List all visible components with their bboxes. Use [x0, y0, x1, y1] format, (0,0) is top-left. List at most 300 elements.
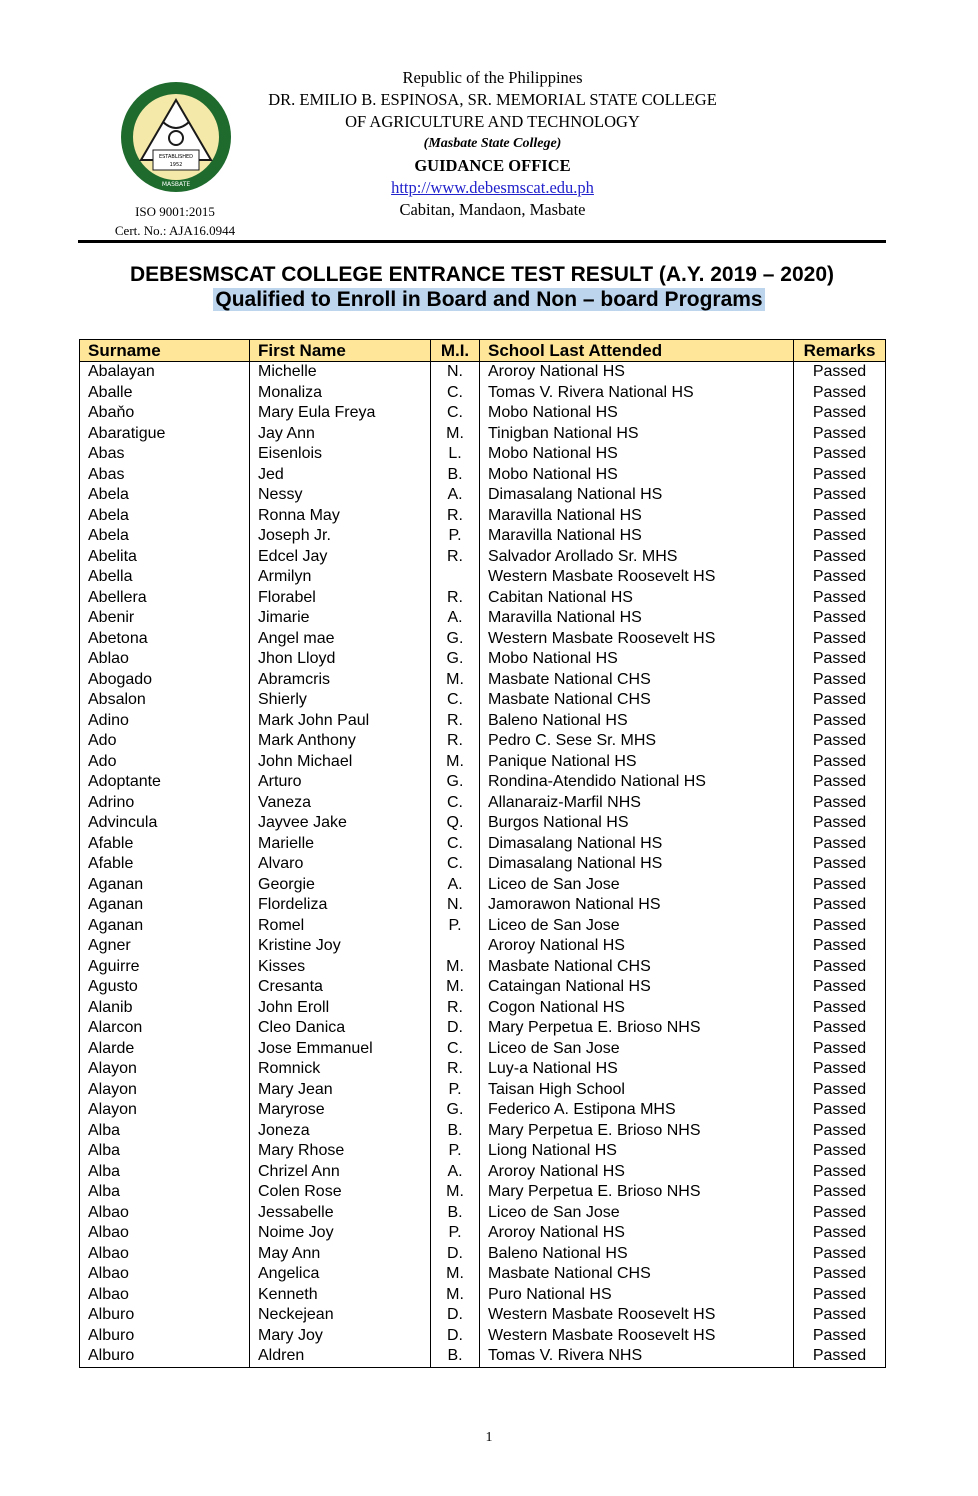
first-name-cell: Armilyn: [250, 567, 431, 588]
first-name-cell: Jayvee Jake: [250, 813, 431, 834]
school-cell: Cataingan National HS: [480, 977, 794, 998]
remarks-cell: Passed: [794, 424, 886, 445]
middle-initial-cell: C.: [431, 383, 480, 404]
seal-place-text: MASBATE: [161, 181, 191, 188]
surname-cell: Albao: [80, 1285, 250, 1306]
college-name-line1: DR. EMILIO B. ESPINOSA, SR. MEMORIAL STATE COLLEGE: [268, 90, 717, 109]
remarks-cell: Passed: [794, 1182, 886, 1203]
remarks-cell: Passed: [794, 670, 886, 691]
remarks-cell: Passed: [794, 1285, 886, 1306]
first-name-cell: Marielle: [250, 834, 431, 855]
school-cell: Liceo de San Jose: [480, 1203, 794, 1224]
school-cell: Dimasalang National HS: [480, 854, 794, 875]
table-row: [80, 752, 886, 773]
middle-initial-cell: C.: [431, 854, 480, 875]
middle-initial-cell: D.: [431, 1326, 480, 1347]
header-divider: [78, 240, 886, 243]
seal-established-text: ESTABLISHED: [158, 154, 194, 160]
middle-initial-cell: M.: [431, 424, 480, 445]
table-row: [80, 670, 886, 691]
middle-initial-cell: P.: [431, 1141, 480, 1162]
surname-cell: Abalayan: [80, 362, 250, 383]
middle-initial-cell: M.: [431, 957, 480, 978]
first-name-cell: Noime Joy: [250, 1223, 431, 1244]
first-name-cell: Kenneth: [250, 1285, 431, 1306]
remarks-cell: Passed: [794, 1080, 886, 1101]
school-cell: Dimasalang National HS: [480, 834, 794, 855]
seal-year-text: 1952: [169, 162, 183, 168]
first-name-cell: Ronna May: [250, 506, 431, 527]
middle-initial-cell: N.: [431, 895, 480, 916]
first-name-cell: Romnick: [250, 1059, 431, 1080]
page-number: 1: [485, 1430, 493, 1445]
table-row: [80, 649, 886, 670]
first-name-cell: Kristine Joy: [250, 936, 431, 957]
middle-initial-cell: M.: [431, 977, 480, 998]
middle-initial-cell: M.: [431, 1264, 480, 1285]
school-cell: Maravilla National HS: [480, 506, 794, 527]
middle-initial-cell: D.: [431, 1244, 480, 1265]
remarks-cell: Passed: [794, 731, 886, 752]
first-name-cell: Arturo: [250, 772, 431, 793]
surname-cell: Abas: [80, 444, 250, 465]
remarks-cell: Passed: [794, 1141, 886, 1162]
table-row: [80, 1346, 886, 1367]
table-row: [80, 916, 886, 937]
surname-cell: Abela: [80, 506, 250, 527]
surname-cell: Albao: [80, 1223, 250, 1244]
school-cell: Mary Perpetua E. Brioso NHS: [480, 1121, 794, 1142]
school-cell: Mobo National HS: [480, 444, 794, 465]
remarks-cell: Passed: [794, 916, 886, 937]
country-line: Republic of the Philippines: [402, 68, 583, 87]
first-name-cell: Georgie: [250, 875, 431, 896]
header-surname: Surname: [80, 340, 250, 362]
table-row: [80, 1326, 886, 1347]
school-cell: Western Masbate Roosevelt HS: [480, 629, 794, 650]
office-name: GUIDANCE OFFICE: [414, 156, 571, 175]
surname-cell: Abela: [80, 526, 250, 547]
first-name-cell: Colen Rose: [250, 1182, 431, 1203]
header-middle-initial: M.I.: [431, 340, 480, 362]
first-name-cell: Aldren: [250, 1346, 431, 1367]
first-name-cell: Nessy: [250, 485, 431, 506]
school-cell: Tinigban National HS: [480, 424, 794, 445]
surname-cell: Alburo: [80, 1346, 250, 1367]
table-row: [80, 957, 886, 978]
first-name-cell: Jay Ann: [250, 424, 431, 445]
letterhead: [235, 67, 750, 221]
middle-initial-cell: C.: [431, 793, 480, 814]
remarks-cell: Passed: [794, 1039, 886, 1060]
middle-initial-cell: D.: [431, 1018, 480, 1039]
table-row: [80, 1018, 886, 1039]
middle-initial-cell: A.: [431, 875, 480, 896]
first-name-cell: Chrizel Ann: [250, 1162, 431, 1183]
table-row: [80, 465, 886, 486]
middle-initial-cell: A.: [431, 1162, 480, 1183]
table-row: [80, 1244, 886, 1265]
school-cell: Maravilla National HS: [480, 608, 794, 629]
remarks-cell: Passed: [794, 1305, 886, 1326]
middle-initial-cell: B.: [431, 465, 480, 486]
middle-initial-cell: P.: [431, 526, 480, 547]
middle-initial-cell: [431, 567, 480, 588]
table-row: [80, 547, 886, 568]
table-row: [80, 506, 886, 527]
first-name-cell: Monaliza: [250, 383, 431, 404]
first-name-cell: May Ann: [250, 1244, 431, 1265]
middle-initial-cell: G.: [431, 629, 480, 650]
surname-cell: Ablao: [80, 649, 250, 670]
middle-initial-cell: C.: [431, 834, 480, 855]
surname-cell: Alba: [80, 1141, 250, 1162]
first-name-cell: Jose Emmanuel: [250, 1039, 431, 1060]
middle-initial-cell: R.: [431, 588, 480, 609]
surname-cell: Alba: [80, 1182, 250, 1203]
surname-cell: Aganan: [80, 875, 250, 896]
table-row: [80, 1162, 886, 1183]
remarks-cell: Passed: [794, 977, 886, 998]
table-row: [80, 834, 886, 855]
remarks-cell: Passed: [794, 1162, 886, 1183]
first-name-cell: Kisses: [250, 957, 431, 978]
remarks-cell: Passed: [794, 895, 886, 916]
surname-cell: Aballe: [80, 383, 250, 404]
remarks-cell: Passed: [794, 485, 886, 506]
remarks-cell: Passed: [794, 1018, 886, 1039]
middle-initial-cell: G.: [431, 649, 480, 670]
surname-cell: Albao: [80, 1264, 250, 1285]
school-cell: Jamorawon National HS: [480, 895, 794, 916]
middle-initial-cell: R.: [431, 547, 480, 568]
table-row: [80, 362, 886, 383]
first-name-cell: Angelica: [250, 1264, 431, 1285]
table-header-row: [80, 340, 886, 362]
table-row: [80, 567, 886, 588]
school-cell: Mobo National HS: [480, 465, 794, 486]
school-cell: Mary Perpetua E. Brioso NHS: [480, 1182, 794, 1203]
remarks-cell: Passed: [794, 813, 886, 834]
surname-cell: Agusto: [80, 977, 250, 998]
school-cell: Aroroy National HS: [480, 362, 794, 383]
school-cell: Aroroy National HS: [480, 1223, 794, 1244]
school-cell: Aroroy National HS: [480, 936, 794, 957]
first-name-cell: Joseph Jr.: [250, 526, 431, 547]
middle-initial-cell: [431, 936, 480, 957]
first-name-cell: Mark John Paul: [250, 711, 431, 732]
first-name-cell: Jhon Lloyd: [250, 649, 431, 670]
school-cell: Liong National HS: [480, 1141, 794, 1162]
first-name-cell: Mary Jean: [250, 1080, 431, 1101]
table-row: [80, 1121, 886, 1142]
middle-initial-cell: R.: [431, 506, 480, 527]
school-cell: Allanaraiz-Marfil NHS: [480, 793, 794, 814]
table-row: [80, 690, 886, 711]
first-name-cell: Jimarie: [250, 608, 431, 629]
middle-initial-cell: L.: [431, 444, 480, 465]
remarks-cell: Passed: [794, 711, 886, 732]
table-row: [80, 1203, 886, 1224]
middle-initial-cell: M.: [431, 1182, 480, 1203]
table-row: [80, 854, 886, 875]
remarks-cell: Passed: [794, 444, 886, 465]
table-row: [80, 1141, 886, 1162]
first-name-cell: Eisenlois: [250, 444, 431, 465]
surname-cell: Albao: [80, 1203, 250, 1224]
school-cell: Puro National HS: [480, 1285, 794, 1306]
surname-cell: Adrino: [80, 793, 250, 814]
middle-initial-cell: R.: [431, 731, 480, 752]
remarks-cell: Passed: [794, 465, 886, 486]
first-name-cell: Abramcris: [250, 670, 431, 691]
remarks-cell: Passed: [794, 1203, 886, 1224]
middle-initial-cell: A.: [431, 608, 480, 629]
remarks-cell: Passed: [794, 936, 886, 957]
first-name-cell: Mary Eula Freya: [250, 403, 431, 424]
middle-initial-cell: R.: [431, 1059, 480, 1080]
remarks-cell: Passed: [794, 998, 886, 1019]
first-name-cell: John Eroll: [250, 998, 431, 1019]
first-name-cell: Michelle: [250, 362, 431, 383]
remarks-cell: Passed: [794, 403, 886, 424]
remarks-cell: Passed: [794, 1059, 886, 1080]
school-cell: Tomas V. Rivera National HS: [480, 383, 794, 404]
table-row: [80, 731, 886, 752]
surname-cell: Abella: [80, 567, 250, 588]
table-row: [80, 936, 886, 957]
remarks-cell: Passed: [794, 526, 886, 547]
middle-initial-cell: P.: [431, 1080, 480, 1101]
school-cell: Panique National HS: [480, 752, 794, 773]
middle-initial-cell: B.: [431, 1121, 480, 1142]
school-cell: Masbate National CHS: [480, 1264, 794, 1285]
first-name-cell: Edcel Jay: [250, 547, 431, 568]
remarks-cell: Passed: [794, 1346, 886, 1367]
surname-cell: Ado: [80, 752, 250, 773]
first-name-cell: Vaneza: [250, 793, 431, 814]
remarks-cell: Passed: [794, 1100, 886, 1121]
surname-cell: Alarde: [80, 1039, 250, 1060]
middle-initial-cell: M.: [431, 752, 480, 773]
middle-initial-cell: B.: [431, 1346, 480, 1367]
table-row: [80, 608, 886, 629]
surname-cell: Abaňo: [80, 403, 250, 424]
first-name-cell: Angel mae: [250, 629, 431, 650]
remarks-cell: Passed: [794, 1223, 886, 1244]
middle-initial-cell: N.: [431, 362, 480, 383]
first-name-cell: Jessabelle: [250, 1203, 431, 1224]
college-name-line2: OF AGRICULTURE AND TECHNOLOGY: [345, 112, 640, 131]
college-seal-logo: [111, 80, 241, 195]
surname-cell: Abenir: [80, 608, 250, 629]
iso-standard: ISO 9001:2015: [135, 204, 215, 219]
middle-initial-cell: R.: [431, 711, 480, 732]
surname-cell: Agner: [80, 936, 250, 957]
table-row: [80, 998, 886, 1019]
first-name-cell: Romel: [250, 916, 431, 937]
surname-cell: Abela: [80, 485, 250, 506]
table-row: [80, 1285, 886, 1306]
surname-cell: Ado: [80, 731, 250, 752]
surname-cell: Aganan: [80, 916, 250, 937]
surname-cell: Abellera: [80, 588, 250, 609]
table-row: [80, 1100, 886, 1121]
table-row: [80, 1264, 886, 1285]
header-first-name: First Name: [250, 340, 431, 362]
remarks-cell: Passed: [794, 752, 886, 773]
school-cell: Cogon National HS: [480, 998, 794, 1019]
remarks-cell: Passed: [794, 957, 886, 978]
remarks-cell: Passed: [794, 506, 886, 527]
surname-cell: Advincula: [80, 813, 250, 834]
school-cell: Rondina-Atendido National HS: [480, 772, 794, 793]
table-row: [80, 895, 886, 916]
remarks-cell: Passed: [794, 834, 886, 855]
first-name-cell: Shierly: [250, 690, 431, 711]
table-row: [80, 485, 886, 506]
school-cell: Liceo de San Jose: [480, 916, 794, 937]
header-remarks: Remarks: [794, 340, 886, 362]
middle-initial-cell: P.: [431, 1223, 480, 1244]
first-name-cell: Mary Joy: [250, 1326, 431, 1347]
remarks-cell: Passed: [794, 588, 886, 609]
first-name-cell: John Michael: [250, 752, 431, 773]
school-cell: Masbate National CHS: [480, 690, 794, 711]
table-row: [80, 1223, 886, 1244]
school-cell: Western Masbate Roosevelt HS: [480, 1305, 794, 1326]
table-row: [80, 403, 886, 424]
first-name-cell: Alvaro: [250, 854, 431, 875]
cert-number: Cert. No.: AJA16.0944: [114, 223, 236, 238]
school-cell: Mobo National HS: [480, 649, 794, 670]
remarks-cell: Passed: [794, 547, 886, 568]
surname-cell: Adoptante: [80, 772, 250, 793]
middle-initial-cell: A.: [431, 485, 480, 506]
school-cell: Taisan High School: [480, 1080, 794, 1101]
school-cell: Cabitan National HS: [480, 588, 794, 609]
address-line: Cabitan, Mandaon, Masbate: [399, 200, 586, 219]
middle-initial-cell: C.: [431, 690, 480, 711]
website-link[interactable]: http://www.debesmscat.edu.ph: [391, 178, 594, 197]
table-row: [80, 588, 886, 609]
remarks-cell: Passed: [794, 690, 886, 711]
table-row: [80, 1080, 886, 1101]
first-name-cell: Jed: [250, 465, 431, 486]
page-subtitle: [0, 287, 978, 313]
surname-cell: Aganan: [80, 895, 250, 916]
surname-cell: Afable: [80, 854, 250, 875]
table-row: [80, 444, 886, 465]
middle-initial-cell: B.: [431, 1203, 480, 1224]
remarks-cell: Passed: [794, 383, 886, 404]
school-cell: Mary Perpetua E. Brioso NHS: [480, 1018, 794, 1039]
table-row: [80, 383, 886, 404]
remarks-cell: Passed: [794, 854, 886, 875]
table-row: [80, 793, 886, 814]
first-name-cell: Joneza: [250, 1121, 431, 1142]
school-cell: Maravilla National HS: [480, 526, 794, 547]
surname-cell: Alayon: [80, 1100, 250, 1121]
middle-initial-cell: P.: [431, 916, 480, 937]
middle-initial-cell: G.: [431, 1100, 480, 1121]
first-name-cell: Flordeliza: [250, 895, 431, 916]
remarks-cell: Passed: [794, 875, 886, 896]
school-cell: Masbate National CHS: [480, 957, 794, 978]
surname-cell: Abogado: [80, 670, 250, 691]
surname-cell: Aguirre: [80, 957, 250, 978]
surname-cell: Alba: [80, 1121, 250, 1142]
school-cell: Federico A. Estipona MHS: [480, 1100, 794, 1121]
middle-initial-cell: M.: [431, 670, 480, 691]
school-cell: Liceo de San Jose: [480, 875, 794, 896]
school-cell: Western Masbate Roosevelt HS: [480, 1326, 794, 1347]
remarks-cell: Passed: [794, 1244, 886, 1265]
remarks-cell: Passed: [794, 793, 886, 814]
first-name-cell: Mark Anthony: [250, 731, 431, 752]
school-cell: Aroroy National HS: [480, 1162, 794, 1183]
surname-cell: Alayon: [80, 1059, 250, 1080]
school-cell: Salvador Arollado Sr. MHS: [480, 547, 794, 568]
table-row: [80, 875, 886, 896]
table-row: [80, 526, 886, 547]
remarks-cell: Passed: [794, 1264, 886, 1285]
table-row: [80, 424, 886, 445]
surname-cell: Alba: [80, 1162, 250, 1183]
middle-initial-cell: C.: [431, 1039, 480, 1060]
table-row: [80, 772, 886, 793]
school-cell: Baleno National HS: [480, 1244, 794, 1265]
remarks-cell: Passed: [794, 649, 886, 670]
school-cell: Liceo de San Jose: [480, 1039, 794, 1060]
surname-cell: Alarcon: [80, 1018, 250, 1039]
surname-cell: Albao: [80, 1244, 250, 1265]
table-row: [80, 1305, 886, 1326]
page-title: DEBESMSCAT COLLEGE ENTRANCE TEST RESULT (A.Y. 2019 – 2020): [129, 263, 835, 286]
surname-cell: Alburo: [80, 1305, 250, 1326]
first-name-cell: Florabel: [250, 588, 431, 609]
first-name-cell: Cresanta: [250, 977, 431, 998]
middle-initial-cell: Q.: [431, 813, 480, 834]
table-row: [80, 1039, 886, 1060]
surname-cell: Abas: [80, 465, 250, 486]
first-name-cell: Maryrose: [250, 1100, 431, 1121]
table-row: [80, 629, 886, 650]
middle-initial-cell: C.: [431, 403, 480, 424]
remarks-cell: Passed: [794, 1121, 886, 1142]
surname-cell: Abaratigue: [80, 424, 250, 445]
surname-cell: Alanib: [80, 998, 250, 1019]
table-row: [80, 711, 886, 732]
subtitle-highlight: Qualified to Enroll in Board and Non – board Programs: [215, 288, 763, 311]
middle-initial-cell: G.: [431, 772, 480, 793]
school-cell: Mobo National HS: [480, 403, 794, 424]
remarks-cell: Passed: [794, 567, 886, 588]
college-short-name: (Masbate State College): [423, 136, 562, 151]
school-cell: Western Masbate Roosevelt HS: [480, 567, 794, 588]
surname-cell: Adino: [80, 711, 250, 732]
results-table: [79, 339, 886, 1368]
remarks-cell: Passed: [794, 608, 886, 629]
table-row: [80, 813, 886, 834]
surname-cell: Alburo: [80, 1326, 250, 1347]
first-name-cell: Neckejean: [250, 1305, 431, 1326]
header-school: School Last Attended: [480, 340, 794, 362]
surname-cell: Alayon: [80, 1080, 250, 1101]
first-name-cell: Mary Rhose: [250, 1141, 431, 1162]
remarks-cell: Passed: [794, 1326, 886, 1347]
school-cell: Luy-a National HS: [480, 1059, 794, 1080]
